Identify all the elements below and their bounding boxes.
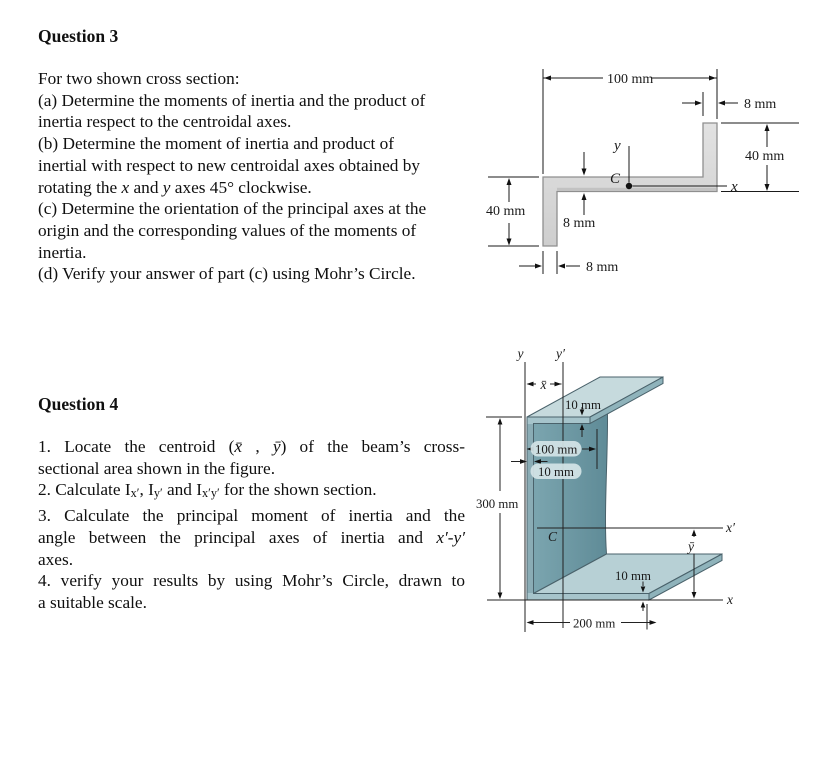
text-line: (a) Determine the moments of inertia and the product of: [38, 90, 426, 110]
dim-top-flange-width: 100 mm: [535, 442, 578, 457]
axis-x-label: x: [731, 179, 738, 195]
axis-y-label: y: [614, 138, 621, 154]
dim-section-height: 300 mm: [476, 497, 519, 511]
text-line: inertia respect to the centroidal axes.: [38, 112, 292, 132]
text-line: inertia.: [38, 242, 87, 262]
text-line: 2. Calculate Ix′, Iy′ and Ix′y′ for the shown section.: [38, 480, 377, 501]
text-line: origin and the corresponding values of the moments of: [38, 220, 417, 240]
web-shading: [557, 188, 716, 191]
dim-top-width: 100 mm: [607, 72, 654, 87]
text-line: For two shown cross section:: [38, 69, 240, 88]
dim-web-thickness: 10 mm: [538, 465, 574, 479]
figure-channel-3d: [455, 340, 828, 640]
text-line: 1. Locate the centroid (x̄ , ȳ) of the beam’s cross-: [38, 437, 465, 456]
centroid-label: C: [610, 171, 621, 187]
axis-y-prime-label: y′: [556, 346, 565, 361]
axis-y-label: y: [517, 346, 524, 361]
dim-right-flange-height: 40 mm: [745, 149, 785, 164]
axis-x-label: x: [727, 592, 733, 607]
dim-left-flange-height: 40 mm: [486, 204, 526, 219]
text-line: (d) Verify your answer of part (c) using Mohr’s Circle.: [38, 264, 416, 284]
dim-bottom-flange-width: 8 mm: [586, 260, 619, 275]
centroid-label: C: [548, 529, 558, 544]
axis-x-prime-label: x′: [726, 520, 735, 535]
dim-bottom-flange-width: 200 mm: [573, 616, 616, 631]
centroid-dot: [626, 183, 632, 189]
question-3-body: [38, 68, 465, 285]
text-line: (c) Determine the orientation of the principal axes at the: [38, 199, 427, 219]
question-4-title: Question 4: [38, 394, 119, 414]
text-line: 4. verify your results by using Mohr’s Circle, drawn to: [38, 571, 465, 591]
text-line: angle between the principal axes of inertia and x′-y′: [38, 528, 465, 548]
question-4-body: [38, 436, 465, 614]
text-line: axes.: [38, 549, 74, 569]
text-line: a suitable scale.: [38, 593, 147, 613]
dim-bottom-flange-thickness: 10 mm: [615, 569, 651, 583]
figure-z-section: [460, 55, 828, 300]
dim-right-flange-width: 8 mm: [744, 97, 777, 112]
question-3-title: Question 3: [38, 26, 119, 46]
y-bar-label: ȳ: [688, 539, 694, 554]
text-line: 3. Calculate the principal moment of inertia and the: [38, 506, 465, 526]
text-line: inertial with respect to new centroidal axes obtained by: [38, 155, 420, 175]
dim-top-flange-thickness: 10 mm: [565, 398, 601, 412]
text-line: (b) Determine the moment of inertia and product of: [38, 134, 395, 154]
dim-web-thickness: 8 mm: [563, 216, 596, 231]
text-line: rotating the x and y axes 45° clockwise.: [38, 177, 312, 197]
text-line: sectional area shown in the figure.: [38, 458, 276, 478]
x-bar-label: x̄: [540, 377, 547, 392]
